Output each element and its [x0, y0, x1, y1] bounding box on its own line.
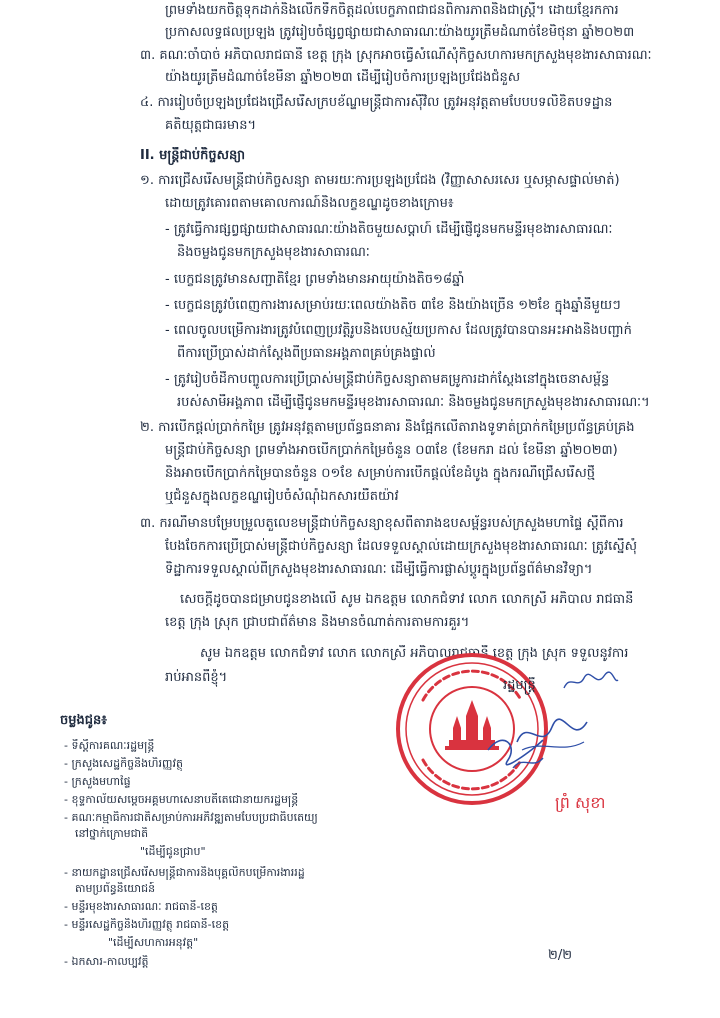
- text-line: ៤. ការរៀបចំប្រឡងប្រជែងជ្រើសរើសក្របខ័ណ្ឌមន្ត្រីជាការស៊ីវិល ត្រូវអនុវត្តតាមបែបបទលិខិតបទដ្ឋាន: [140, 95, 613, 110]
- text-line: ទិដ្ឋាការទទួលស្គាល់ពីក្រសួងមុខងារសាធារណៈ ដើម្បីធ្វើការផ្លាស់ប្តូរក្នុងប្រព័ន្ធព័ត៌មានវិទ្យា។: [165, 562, 593, 577]
- cc-item: - នាយកដ្ឋានជ្រើសរើសមន្ត្រីជាការនិងបុគ្គលិកបម្រើការងាររដ្ឋ: [64, 866, 305, 879]
- cc-item: តាមប្រព័ន្ធនិយោជន៍: [75, 882, 156, 895]
- text-line: និងអាចបើកប្រាក់កម្រៃបានចំនួន ០១ខែ សម្រាប់ការបើកផ្តល់ខែដំបូង ក្នុងករណីជ្រើសរើសថ្មី: [165, 466, 596, 481]
- text-line: ៣. គណៈចាំបាច់ អភិបាលរាជធានី ខេត្ត ក្រុង ស្រុកអាចធ្វើសំណើសុំកិច្ចសហការមកក្រសួងមុខងារសាធារណៈ: [140, 48, 652, 63]
- initials-mark: [560, 670, 620, 694]
- text-line: ៣. ករណីមានបម្រែបម្រួលតួលេខមន្ត្រីជាប់កិច្ចសន្យាខុសពីតារាងឧបសម្ព័ន្ធរបស់ក្រសួងមហាផ្ទៃ ស្តីពីការ: [140, 516, 624, 531]
- text-line: ប្រកាសលទ្ធផលប្រឡង ត្រូវរៀបចំផ្សព្វផ្សាយជាសាធារណៈយ៉ាងយូរត្រឹមដំណាច់ខែមិថុនា ឆ្នាំ២០២៣: [165, 25, 635, 40]
- page-number: ២/២: [548, 948, 573, 963]
- list-item: - ត្រូវធ្វើការផ្សព្វផ្សាយជាសាធារណៈយ៉ាងតិចមួយសប្តាហ៍ ដើម្បីផ្ញើជូនមកមន្ទីរមុខងារសាធារណៈ: [165, 222, 613, 237]
- text-line: មន្ត្រីជាប់កិច្ចសន្យា ព្រមទាំងអាចបើកប្រាក់កម្រៃចំនួន ០៣ខែ (ខែមករា ដល់ ខែមីនា ឆ្នាំ២០២៣): [165, 443, 618, 458]
- text-line: ដោយត្រូវគោរពតាមគោលការណ៍និងលក្ខខណ្ឌដូចខាងក្រោម៖: [165, 196, 454, 211]
- cc-note: "ដើម្បីជូនជ្រាប": [140, 845, 206, 858]
- list-item: - ត្រូវរៀបចំដីកាបញ្ចូលការប្រើប្រាស់មន្ត្រីជាប់កិច្ចសន្យាតាមគម្រូការដាក់ស្តែងនៅក្នុងចេនាសម្ព័ន្ធ: [165, 372, 610, 387]
- closing-line: សូម ឯកឧត្តម លោកជំទាវ លោក លោកស្រី អភិបាលរាជធានី ខេត្ត ក្រុង ស្រុក ទទួលនូវការ: [200, 646, 629, 661]
- text-line: ២. ការបើកផ្តល់ប្រាក់កម្រៃ ត្រូវអនុវត្តតាមប្រព័ន្ធធនាគារ និងផ្អែកលើតារាងទូទាត់ប្រាក់កម្រៃប្រព័ន្ធគ្រប់គ្រង: [140, 420, 635, 435]
- signer-title: រដ្ឋមន្ត្រី: [503, 678, 536, 693]
- list-item: - បេក្ខជនត្រូវបំពេញការងារសម្រាប់រយៈពេលយ៉ាងតិច ៣ខែ និងយ៉ាងច្រើន ១២ខែ ក្នុងឆ្នាំនីមួយៗ: [165, 298, 621, 313]
- text-line: ១. ការជ្រើសរើសមន្ត្រីជាប់កិច្ចសន្យា តាមរយៈការប្រឡងប្រជែង (វិញ្ញាសាសរសេរ ឬសម្ភាសផ្ទាល់មាត់): [140, 173, 620, 188]
- text-line: គតិយុត្តជាធរមាន។: [165, 118, 257, 133]
- cc-item: - មន្ទីរមុខងារសាធារណៈ រាជធានី-ខេត្ត: [64, 900, 218, 913]
- list-item: - បេក្ខជនត្រូវមានសញ្ជាតិខ្មែរ ព្រមទាំងមានអាយុយ៉ាងតិច១៨ឆ្នាំ: [165, 272, 465, 287]
- cc-item: - មន្ទីរសេដ្ឋកិច្ចនិងហិរញ្ញវត្ថុ រាជធានី-ខេត្ត: [64, 918, 230, 931]
- cc-item: - ឯកសារ-កាលប្បវត្តិ: [64, 955, 149, 968]
- cc-item: - ខុទ្ទកាល័យសម្តេចអគ្គមហាសេនាបតីតេជោនាយករដ្ឋមន្ត្រី: [64, 793, 299, 806]
- list-item: - ពេលចូលបម្រើការងារត្រូវបំពេញប្រវត្តិរូបនិងបេបស្ម័យប្រកាស ដែលត្រូវបានបានអះអាងនិងបញ្ជាក់: [165, 323, 632, 338]
- cc-item: - ក្រសួងមហាផ្ទៃ: [64, 775, 131, 788]
- text-line: ពីការប្រើប្រាស់ដាក់ស្តែងពីប្រធានអង្គភាពគ្រប់គ្រងផ្ទាល់: [177, 346, 436, 361]
- text-line: បែងចែកការប្រើប្រាស់មន្ត្រីជាប់កិច្ចសន្យា ដែលទទួលស្គាល់ដោយក្រសួងមុខងារសាធារណៈ ត្រូវស្នើសុំ: [165, 539, 637, 554]
- cc-item: - ក្រសួងសេដ្ឋកិច្ចនិងហិរញ្ញវត្ថុ: [64, 757, 183, 770]
- closing-line: សេចក្តីដូចបានជម្រាបជូនខាងលើ សូម ឯកឧត្តម លោកជំទាវ លោក លោកស្រី អភិបាល រាជធានី: [180, 592, 634, 607]
- cc-item: នៅថ្នាក់ក្រោមជាតិ: [75, 827, 149, 840]
- closing-line: ខេត្ត ក្រុង ស្រុក ជ្រាបជាព័ត៌មាន និងមានចំណាត់ការតាមការគួរ។: [165, 615, 470, 630]
- signature: [512, 712, 592, 758]
- closing-line: រាប់អានពីខ្ញុំ។: [165, 670, 228, 685]
- text-line: របស់សាមីអង្គភាព ដើម្បីផ្ញើជូនមកមន្ទីរមុខងារសាធារណៈ និងចម្លងជូនមកក្រសួងមុខងារសាធារណៈ។: [177, 395, 650, 410]
- cc-title: ចម្លងជូន៖: [60, 713, 107, 728]
- cc-item: - គណៈកម្មាធិការជាតិសម្រាប់ការអភិវឌ្ឍតាមបែបប្រជាធិបតេយ្យ: [64, 811, 318, 824]
- signer-name: ព្រំ សុខា: [555, 793, 606, 812]
- text-line: ឬជំនួសក្នុងលក្ខខណ្ឌរៀបចំសំណុំឯកសារយឺតយ៉ាវ: [165, 489, 399, 504]
- text-line: យ៉ាងយូរត្រឹមដំណាច់ខែមីនា ឆ្នាំ២០២៣ ដើម្បីរៀបចំការប្រឡងប្រជែងជំនួស: [165, 70, 521, 85]
- text-line: និងចម្លងជូនមកក្រសួងមុខងារសាធារណៈ: [177, 245, 370, 260]
- section-heading: II. មន្ត្រីជាប់កិច្ចសន្យា: [140, 148, 246, 163]
- cc-note: "ដើម្បីសហការអនុវត្ត": [108, 936, 199, 949]
- cc-item: - ទីស្តីការគណៈរដ្ឋមន្ត្រី: [64, 739, 155, 752]
- text-line: ព្រមទាំងយកចិត្តទុកដាក់និងលើកទឹកចិត្តដល់បេក្ខភាពជាជនពិការភាពនិងជាស្ត្រី។ ដោយខ្មែរកការ: [165, 3, 619, 18]
